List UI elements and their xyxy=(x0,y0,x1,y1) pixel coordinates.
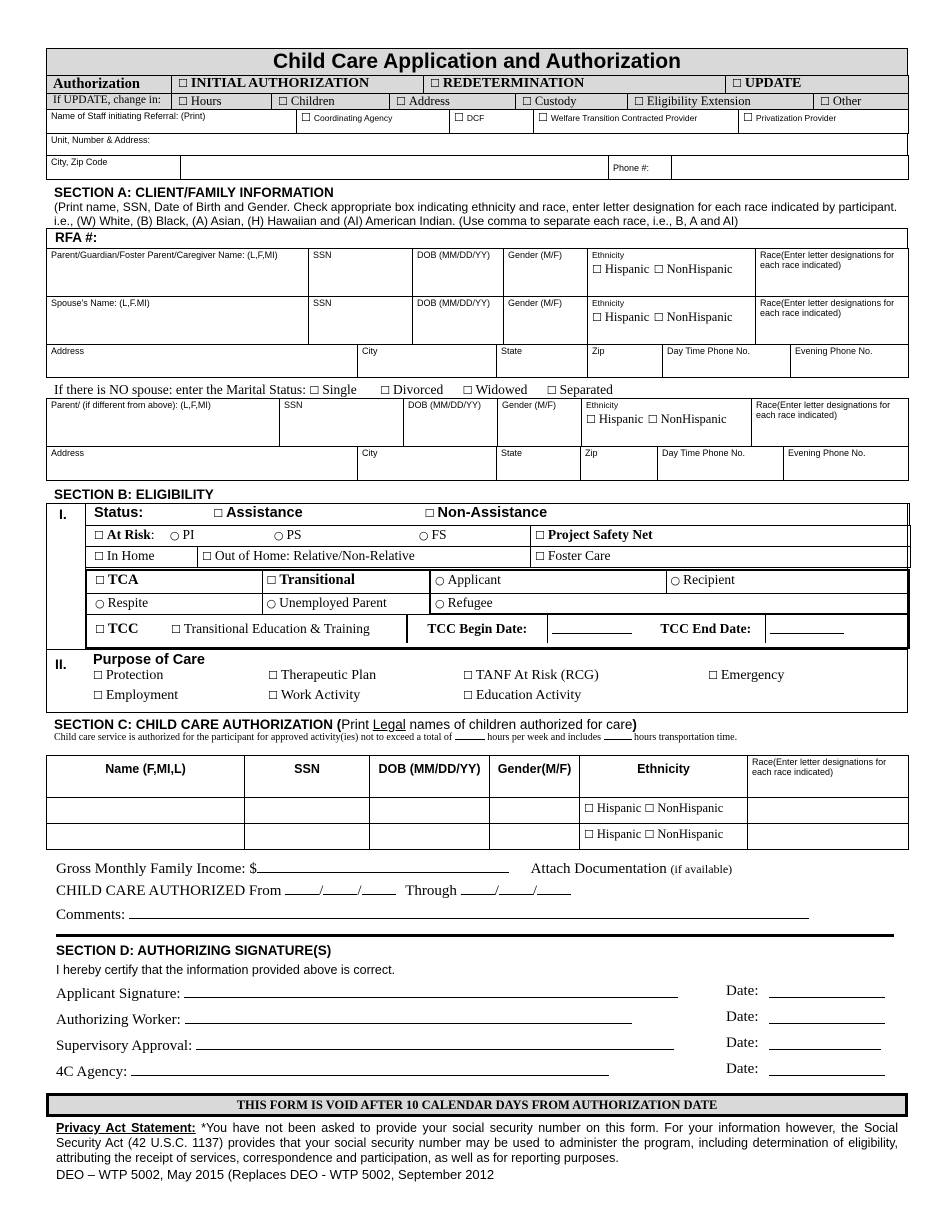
child-gender-cell[interactable] xyxy=(490,798,580,824)
pi-radio[interactable]: ○ PI xyxy=(170,527,195,542)
spouse-name-field[interactable]: Spouse's Name: (L,F.MI) xyxy=(47,297,309,345)
tcc-checkbox[interactable]: ☐ TCC xyxy=(87,615,167,643)
at-risk-checkbox[interactable]: ☐ At Risk xyxy=(94,527,151,542)
phone-field[interactable] xyxy=(672,156,909,180)
parent-ssn-field[interactable]: SSN xyxy=(309,249,413,297)
checkbox-icon xyxy=(278,94,291,108)
signatures-block xyxy=(56,983,908,1087)
dcf-checkbox[interactable]: ☐ DCF xyxy=(450,110,534,134)
radio-icon xyxy=(435,572,448,587)
applicant-signature-row: Applicant Signature: Date: xyxy=(56,983,896,1005)
change-in-table xyxy=(46,93,909,110)
tcc-end-field[interactable] xyxy=(765,615,908,643)
income-row: Gross Monthly Family Income: $ Attach Documentation (if available) xyxy=(56,858,908,878)
form-page xyxy=(46,48,908,1182)
eligibility-status-table xyxy=(85,503,910,526)
zip-field[interactable]: Zip xyxy=(588,345,663,378)
parent-table xyxy=(46,248,909,297)
child-race-cell[interactable] xyxy=(748,824,909,850)
address2-table xyxy=(46,446,909,481)
table-row xyxy=(47,798,909,824)
child-gender-cell[interactable] xyxy=(490,824,580,850)
fs-radio[interactable]: ○ FS xyxy=(419,527,447,542)
marital-status-row xyxy=(54,382,908,398)
tcc-end-label: TCC End Date: xyxy=(647,615,765,643)
parent-ethnicity-field[interactable]: Ethnicity ☐ Hispanic ☐ NonHispanic xyxy=(588,249,756,297)
nonhispanic-checkbox[interactable]: ☐ NonHispanic xyxy=(654,310,733,324)
recipient-radio[interactable]: ○ Recipient xyxy=(666,571,908,593)
form-title: Child Care Application and Authorization xyxy=(46,48,908,76)
status-label: Status: xyxy=(94,505,144,521)
therapeutic-plan-checkbox[interactable]: ☐ Therapeutic Plan xyxy=(268,668,376,684)
through-day-field[interactable] xyxy=(499,880,533,895)
checkbox-icon xyxy=(396,94,409,108)
privatization-provider-checkbox[interactable]: ☐ Privatization Provider xyxy=(739,110,909,134)
employment-checkbox[interactable]: ☐ Employment xyxy=(93,688,178,704)
checkbox-icon xyxy=(171,621,184,636)
tca-checkbox[interactable]: ☐ TCA xyxy=(87,571,262,593)
welfare-provider-checkbox[interactable]: ☐ Welfare Transition Contracted Provider xyxy=(534,110,739,134)
certify-text: I hereby certify that the information provided above is correct. xyxy=(56,963,396,977)
change-hours-checkbox[interactable]: ☐ Hours xyxy=(172,94,272,110)
roman-divider-bottom xyxy=(47,649,907,650)
checkbox-icon xyxy=(178,76,191,91)
city-zip-label: City, Zip Code xyxy=(47,156,181,180)
applicant-signature-field[interactable] xyxy=(184,983,678,998)
section-c-description: Child care service is authorized for the participant for approved activity(ies) not to exceed a total of hours per week and includes hours transportation time. xyxy=(54,732,738,743)
change-children-checkbox[interactable]: ☐ Children xyxy=(272,94,390,110)
city-field[interactable]: City xyxy=(358,345,497,378)
parent2-dob-field[interactable]: DOB (MM/DD/YY) xyxy=(404,399,498,447)
parent2-ethnicity-field[interactable]: Ethnicity ☐ Hispanic ☐ NonHispanic xyxy=(582,399,752,447)
from-month-field[interactable] xyxy=(285,880,319,895)
widowed-checkbox[interactable]: ☐ Widowed xyxy=(463,382,528,397)
purpose-row-1 xyxy=(93,668,893,688)
tet-checkbox[interactable]: ☐ Transitional Education & Training xyxy=(167,615,407,643)
roman-numeral-1: I. xyxy=(59,506,67,522)
through-label: Through xyxy=(405,883,457,899)
through-month-field[interactable] xyxy=(461,880,495,895)
hispanic-checkbox[interactable]: ☐ Hispanic xyxy=(586,412,643,426)
marital-prompt: If there is NO spouse: enter the Marital Status: xyxy=(54,382,306,397)
column-gender: Gender(M/F) xyxy=(490,756,580,798)
child-name-cell[interactable] xyxy=(47,824,245,850)
city2-field[interactable]: City xyxy=(358,447,497,481)
status-row xyxy=(86,504,910,526)
column-name: Name (F,MI,L) xyxy=(47,756,245,798)
authorizing-worker-field[interactable] xyxy=(185,1009,632,1024)
radio-icon xyxy=(435,595,448,610)
from-year-field[interactable] xyxy=(362,880,396,895)
supervisory-approval-field[interactable] xyxy=(196,1035,674,1050)
evening-phone2-field[interactable]: Evening Phone No. xyxy=(784,447,909,481)
hispanic-checkbox[interactable]: ☐ Hispanic xyxy=(584,827,641,841)
hours-per-week-field[interactable] xyxy=(455,739,485,740)
redetermination-checkbox[interactable]: ☐ REDETERMINATION xyxy=(424,76,726,94)
agency-date-field[interactable] xyxy=(769,1061,885,1076)
checkbox-icon xyxy=(743,113,756,123)
parent2-table xyxy=(46,398,909,447)
eligibility-block xyxy=(46,503,908,713)
authorizing-worker-row: Authorizing Worker: Date: xyxy=(56,1009,896,1031)
comments-field[interactable] xyxy=(129,904,809,919)
hispanic-checkbox[interactable]: ☐ Hispanic xyxy=(592,262,649,276)
comments-row xyxy=(56,904,908,926)
coordinating-agency-checkbox[interactable]: ☐ Coordinating Agency xyxy=(297,110,450,134)
purpose-of-care-block xyxy=(93,652,893,708)
nonhispanic-checkbox[interactable]: ☐ NonHispanic xyxy=(644,827,723,841)
foster-care-checkbox[interactable]: ☐ Foster Care xyxy=(531,547,911,568)
worker-date-field[interactable] xyxy=(769,1009,885,1024)
day-phone2-field[interactable]: Day Time Phone No. xyxy=(658,447,784,481)
spouse-dob-field[interactable]: DOB (MM/DD/YY) xyxy=(413,297,504,345)
at-risk-cell: ☐ At Risk: ○ PI ○ PS ○ FS xyxy=(86,526,531,547)
child-ssn-cell[interactable] xyxy=(245,824,370,850)
change-in-label: If UPDATE, change in: xyxy=(47,94,172,110)
column-dob: DOB (MM/DD/YY) xyxy=(370,756,490,798)
state-field[interactable]: State xyxy=(497,345,588,378)
authorization-label: Authorization xyxy=(47,76,172,94)
refugee-radio[interactable]: ○ Refugee xyxy=(430,593,666,614)
applicant-radio[interactable]: ○ Applicant xyxy=(430,571,666,593)
checkbox-icon xyxy=(178,94,191,108)
comments-label: Comments: xyxy=(56,907,126,923)
spouse-gender-field[interactable]: Gender (M/F) xyxy=(504,297,588,345)
unit-address-field[interactable]: Unit, Number & Address: xyxy=(47,134,908,156)
radio-icon xyxy=(671,572,684,587)
out-of-home-checkbox[interactable]: ☐ Out of Home: Relative/Non-Relative xyxy=(198,547,531,568)
checkbox-icon xyxy=(820,94,833,108)
home-table xyxy=(85,546,911,568)
roman-numeral-2: II. xyxy=(55,656,67,672)
child-race-cell[interactable] xyxy=(748,798,909,824)
purpose-row-2 xyxy=(93,688,893,708)
checkbox-icon xyxy=(95,621,108,637)
respite-radio[interactable]: ○ Respite xyxy=(87,593,262,614)
unemployed-parent-radio[interactable]: ○ Unemployed Parent xyxy=(262,593,430,614)
section-b-heading: SECTION B: ELIGIBILITY xyxy=(54,487,214,502)
column-ethnicity: Ethnicity xyxy=(580,756,748,798)
address2-field[interactable]: Address xyxy=(47,447,358,481)
income-label: Gross Monthly Family Income: $ xyxy=(56,861,257,877)
child-dob-cell[interactable] xyxy=(370,824,490,850)
checkbox-icon xyxy=(430,76,443,91)
column-ssn: SSN xyxy=(245,756,370,798)
initial-authorization-checkbox[interactable]: ☐ INITIAL AUTHORIZATION xyxy=(172,76,424,94)
update-checkbox[interactable]: ☐ UPDATE xyxy=(726,76,909,94)
checkbox-icon xyxy=(301,113,314,123)
purpose-heading: Purpose of Care xyxy=(93,652,205,668)
assistance-checkbox[interactable]: ☐ Assistance xyxy=(213,505,302,521)
child-name-cell[interactable] xyxy=(47,798,245,824)
phone-label: Phone #: xyxy=(609,156,672,180)
change-other-checkbox[interactable]: ☐ Other xyxy=(814,94,909,110)
checkbox-icon xyxy=(538,113,551,123)
checkbox-icon xyxy=(634,94,647,108)
change-eligibility-checkbox[interactable]: ☐ Eligibility Extension xyxy=(628,94,814,110)
parent-name-field[interactable]: Parent/Guardian/Foster Parent/Caregiver Name: (L,F,MI) xyxy=(47,249,309,297)
supervisory-approval-row: Supervisory Approval: Date: xyxy=(56,1035,896,1057)
authorized-from-label: CHILD CARE AUTHORIZED From xyxy=(56,883,282,899)
privacy-statement: Privacy Act Statement: *You have not been asked to provide your social security number on this form. For your information however, the Social Security Act (42 U.S.C. 1137) provides that your social security number may be used to administer the program, including determination of eligibility, attributing the receipt of services, correspondence and participation, as well as for reporting purposes. xyxy=(56,1121,899,1165)
checkbox-icon xyxy=(732,76,745,91)
parent-race-field[interactable]: Race(Enter letter designations for each race indicated) xyxy=(756,249,909,297)
staff-name-field[interactable]: Name of Staff initiating Referral: (Print) xyxy=(47,110,297,134)
through-year-field[interactable] xyxy=(537,880,571,895)
parent-dob-field[interactable]: DOB (MM/DD/YY) xyxy=(413,249,504,297)
education-activity-checkbox[interactable]: ☐ Education Activity xyxy=(463,688,581,704)
checkbox-icon xyxy=(95,572,108,588)
section-d-divider xyxy=(56,934,894,937)
children-table xyxy=(46,755,909,850)
checkbox-icon xyxy=(535,548,548,563)
agency-field[interactable] xyxy=(131,1061,609,1076)
table-row xyxy=(47,824,909,850)
tca-block xyxy=(85,569,910,649)
child-dob-cell[interactable] xyxy=(370,798,490,824)
separated-checkbox[interactable]: ☐ Separated xyxy=(547,382,613,397)
nonhispanic-checkbox[interactable]: ☐ NonHispanic xyxy=(654,262,733,276)
section-d-heading: SECTION D: AUTHORIZING SIGNATURE(S) xyxy=(56,943,332,958)
work-activity-checkbox[interactable]: ☐ Work Activity xyxy=(268,688,360,704)
change-address-checkbox[interactable]: ☐ Address xyxy=(390,94,516,110)
state2-field[interactable]: State xyxy=(497,447,581,481)
child-ssn-cell[interactable] xyxy=(245,798,370,824)
nonhispanic-checkbox[interactable]: ☐ NonHispanic xyxy=(648,412,727,426)
day-phone-field[interactable]: Day Time Phone No. xyxy=(663,345,791,378)
checkbox-icon xyxy=(94,548,107,563)
hispanic-checkbox[interactable]: ☐ Hispanic xyxy=(592,310,649,324)
tanf-at-risk-checkbox[interactable]: ☐ TANF At Risk (RCG) xyxy=(463,668,599,684)
section-a-heading: SECTION A: CLIENT/FAMILY INFORMATION xyxy=(54,185,334,200)
hispanic-checkbox[interactable]: ☐ Hispanic xyxy=(584,801,641,815)
unit-address-table xyxy=(46,133,908,156)
non-assistance-checkbox[interactable]: ☐ Non-Assistance xyxy=(425,505,547,521)
empty-cell xyxy=(666,593,908,614)
agency-row: 4C Agency: Date: xyxy=(56,1061,896,1083)
city-zip-field[interactable] xyxy=(181,156,609,180)
section-a-description: (Print name, SSN, Date of Birth and Gender. Check appropriate box indicating ethnicity and race, enter letter designation for each race indicated by participant. i.e., (W) White, (B) Black, (A) Asian, (H) Hawaiian and (AI) American Indian. (Use comma to separate each race, i.e., B, A and AI) xyxy=(54,200,898,228)
divorced-checkbox[interactable]: ☐ Divorced xyxy=(380,382,443,397)
checkbox-icon xyxy=(454,113,467,123)
staff-table xyxy=(46,109,909,134)
section-c-heading: SECTION C: CHILD CARE AUTHORIZATION (Print Legal names of children authorized for care) xyxy=(54,717,637,732)
spouse-ethnicity-field[interactable]: Ethnicity ☐ Hispanic ☐ NonHispanic xyxy=(588,297,756,345)
parent2-race-field[interactable]: Race(Enter letter designations for each race indicated) xyxy=(752,399,909,447)
applicant-date-field[interactable] xyxy=(769,983,885,998)
parent2-ssn-field[interactable]: SSN xyxy=(280,399,404,447)
parent2-name-field[interactable]: Parent/ (if different from above): (L,F,MI) xyxy=(47,399,280,447)
zip2-field[interactable]: Zip xyxy=(581,447,658,481)
tcc-begin-field[interactable] xyxy=(547,615,647,643)
from-day-field[interactable] xyxy=(323,880,357,895)
address-field[interactable]: Address xyxy=(47,345,358,378)
protection-checkbox[interactable]: ☐ Protection xyxy=(93,668,163,684)
evening-phone-field[interactable]: Evening Phone No. xyxy=(791,345,909,378)
tca-table xyxy=(87,571,908,615)
spouse-ssn-field[interactable]: SSN xyxy=(309,297,413,345)
income-field[interactable] xyxy=(257,858,509,873)
at-risk-table xyxy=(85,525,911,547)
address-table xyxy=(46,344,909,378)
change-custody-checkbox[interactable]: ☐ Custody xyxy=(516,94,628,110)
parent2-gender-field[interactable]: Gender (M/F) xyxy=(498,399,582,447)
checkbox-icon xyxy=(267,572,280,588)
spouse-race-field[interactable]: Race(Enter letter designations for each race indicated) xyxy=(756,297,909,345)
rfa-field[interactable]: RFA #: xyxy=(47,229,908,249)
radio-icon xyxy=(95,595,108,610)
transitional-checkbox[interactable]: ☐ Transitional xyxy=(262,571,430,593)
parent-gender-field[interactable]: Gender (M/F) xyxy=(504,249,588,297)
supervisory-date-field[interactable] xyxy=(769,1035,881,1050)
transport-hours-field[interactable] xyxy=(604,739,632,740)
ps-radio[interactable]: ○ PS xyxy=(274,527,302,542)
single-checkbox[interactable]: ☐ Single xyxy=(309,382,356,397)
city-zip-table xyxy=(46,155,909,180)
in-home-checkbox[interactable]: ☐ In Home xyxy=(86,547,198,568)
form-footer: DEO – WTP 5002, May 2015 (Replaces DEO - WTP 5002, September 2012 xyxy=(56,1167,495,1182)
void-notice: THIS FORM IS VOID AFTER 10 CALENDAR DAYS FROM AUTHORIZATION DATE xyxy=(46,1093,908,1117)
radio-icon xyxy=(267,595,280,610)
tcc-table xyxy=(87,615,908,643)
checkbox-icon xyxy=(535,527,548,542)
project-safety-checkbox[interactable]: ☐ Project Safety Net xyxy=(531,526,911,547)
authorization-table xyxy=(46,75,909,94)
authorized-dates-row: CHILD CARE AUTHORIZED From / / Through / / xyxy=(56,880,908,902)
column-race: Race(Enter letter designations for each race indicated) xyxy=(748,756,909,798)
tcc-begin-label: TCC Begin Date: xyxy=(407,615,547,643)
spouse-table xyxy=(46,296,909,345)
child-ethnicity-cell xyxy=(580,824,748,850)
checkbox-icon xyxy=(522,94,535,108)
attach-documentation: Attach Documentation xyxy=(530,861,667,877)
rfa-table xyxy=(46,228,908,249)
checkbox-icon xyxy=(202,548,215,563)
emergency-checkbox[interactable]: ☐ Emergency xyxy=(708,668,784,684)
child-ethnicity-cell xyxy=(580,798,748,824)
nonhispanic-checkbox[interactable]: ☐ NonHispanic xyxy=(644,801,723,815)
